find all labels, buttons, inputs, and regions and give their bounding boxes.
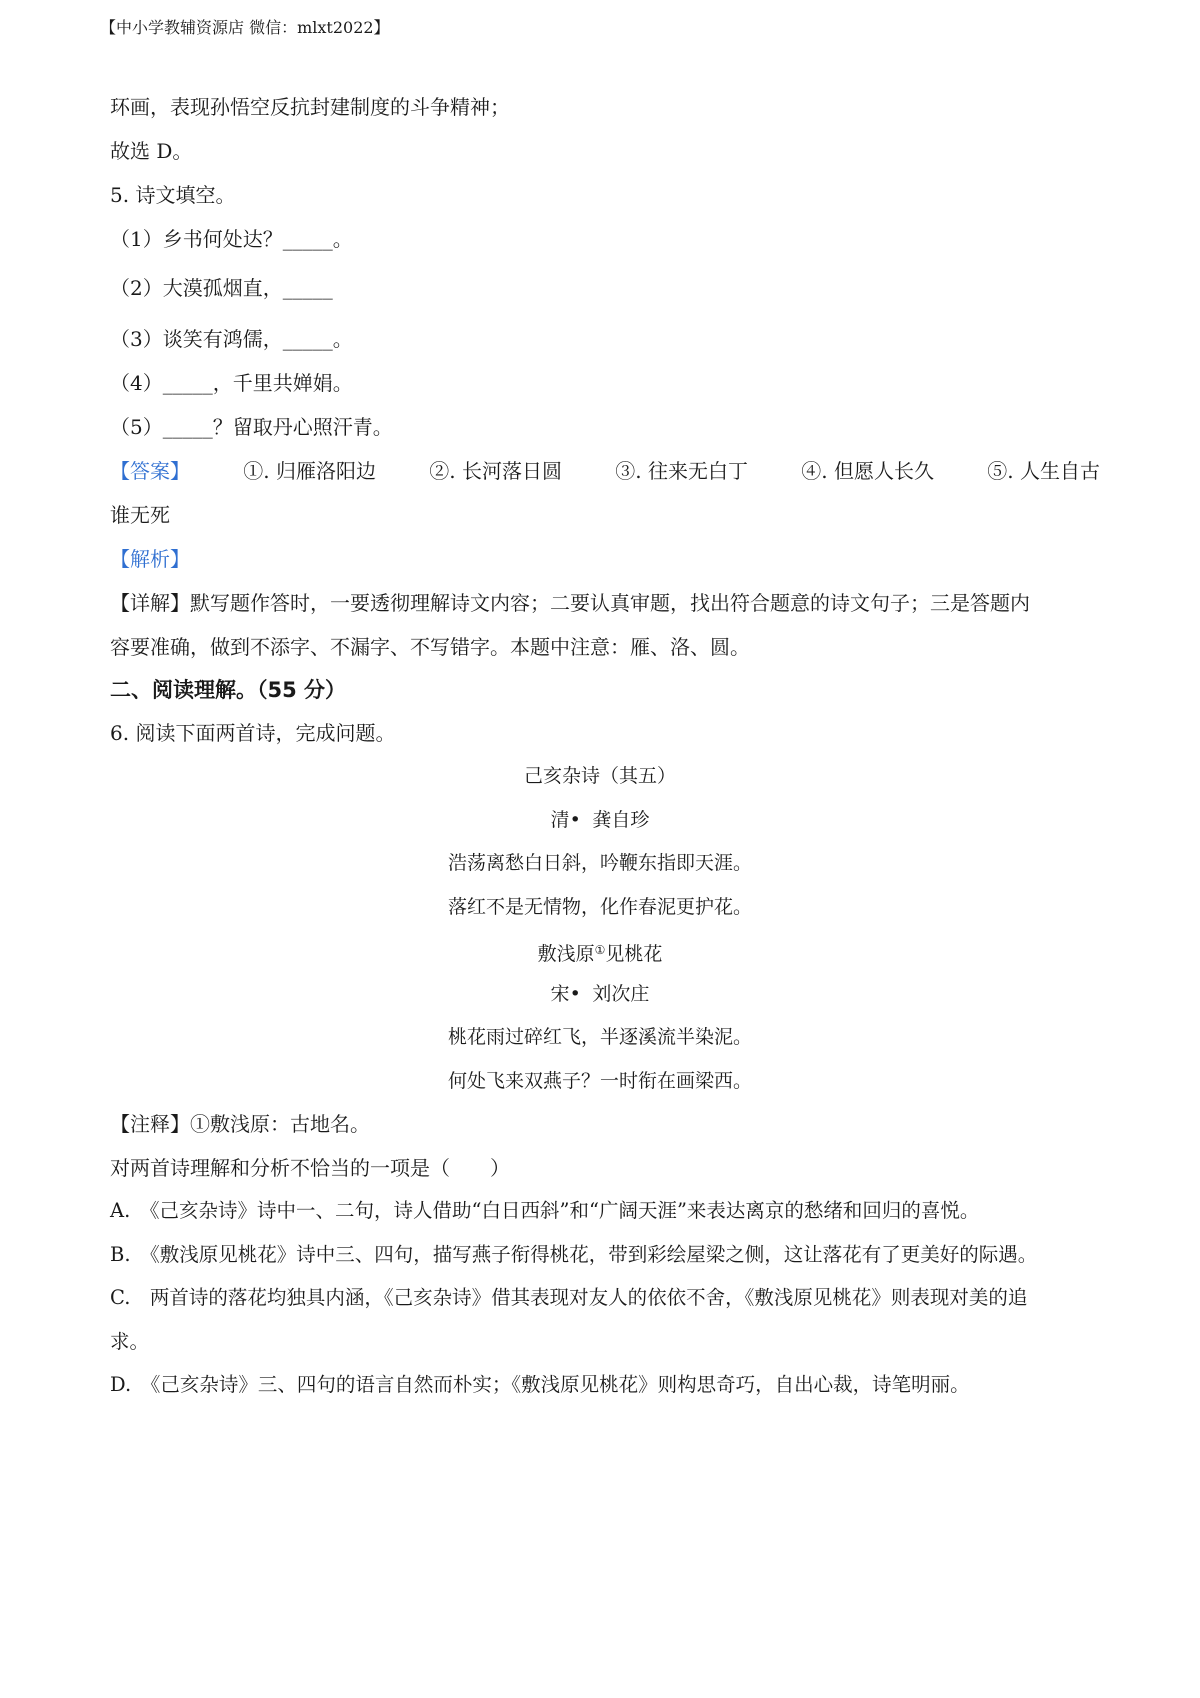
q5-item-3: （3）谈笑有鸿儒，_____。 <box>110 327 353 351</box>
watermark-header: 【中小学教辅资源店 微信：mlxt2022】 <box>100 18 390 37</box>
poem1-author: 清• 龚自珍 <box>550 809 650 831</box>
answer-5: ⑤. 人生自古 <box>987 459 1100 483</box>
poem2-note-marker: ① <box>594 943 606 957</box>
q6-note: 【注释】①敷浅原：古地名。 <box>110 1112 370 1136</box>
choice-c-line1: C. 两首诗的落花均独具内涵，《己亥杂诗》借其表现对友人的依依不舍，《敷浅原见桃花》则表现对美的追 <box>110 1286 1028 1309</box>
poem1-line-1: 浩荡离愁白日斜，吟鞭东指即天涯。 <box>447 852 752 874</box>
answer-1: ①. 归雁洛阳边 <box>243 459 376 483</box>
poem1-title: 己亥杂诗（其五） <box>523 765 676 787</box>
choice-a: A. 《己亥杂诗》诗中一、二句，诗人借助“白日西斜”和“广阔天涯”来表达离京的愁绪和回归的喜悦。 <box>110 1199 980 1222</box>
poem2-title <box>0 936 1200 968</box>
q6-question: 对两首诗理解和分析不恰当的一项是（ ） <box>110 1156 510 1180</box>
poem2-author: 宋• 刘次庄 <box>550 983 650 1005</box>
prev-answer-tail-line2: 故选 D。 <box>110 139 193 163</box>
poem2-line-2: 何处飞来双燕子？一时衔在画梁西。 <box>447 1070 752 1092</box>
q5-title: 5. 诗文填空。 <box>110 183 236 207</box>
section-title-reading: 二、阅读理解。（55 分） <box>110 678 347 702</box>
answer-2: ②. 长河落日圆 <box>429 459 562 483</box>
q5-item-5: （5）_____？留取丹心照汗青。 <box>110 415 393 439</box>
q5-item-2: （2）大漠孤烟直，_____ <box>110 276 333 300</box>
poem2-title-pre: 敷浅原 <box>537 943 595 965</box>
poem1-line-2: 落红不是无情物，化作春泥更护花。 <box>447 896 752 918</box>
poem2-title-post: 见桃花 <box>605 943 663 965</box>
answer-5-wrap: 谁无死 <box>110 503 170 527</box>
q5-item-1: （1）乡书何处达？_____。 <box>110 227 353 251</box>
prev-answer-tail-line1: 环画，表现孙悟空反抗封建制度的斗争精神； <box>110 95 510 119</box>
q5-answer-block <box>110 457 1100 485</box>
q6-intro: 6. 阅读下面两首诗，完成问题。 <box>110 721 396 745</box>
choice-d: D. 《己亥杂诗》三、四句的语言自然而朴实；《敷浅原见桃花》则构思奇巧，自出心裁，诗笔明丽。 <box>110 1373 970 1396</box>
analysis-tag: 【解析】 <box>110 547 190 571</box>
choice-c-line2: 求。 <box>110 1330 150 1353</box>
q5-answer-row <box>110 457 1100 485</box>
detail-line-2: 容要准确，做到不添字、不漏字、不写错字。本题中注意：雁、洛、圆。 <box>110 635 750 659</box>
answer-tag: 【答案】 <box>110 459 190 483</box>
poem2-line-1: 桃花雨过碎红飞，半逐溪流半染泥。 <box>447 1026 752 1048</box>
detail-line-1: 【详解】默写题作答时，一要透彻理解诗文内容；二要认真审题，找出符合题意的诗文句子；三是答题内 <box>110 591 1030 615</box>
choice-b: B. 《敷浅原见桃花》诗中三、四句，描写燕子衔得桃花，带到彩绘屋梁之侧，这让落花有了更美好的际遇。 <box>110 1243 1038 1266</box>
answer-3: ③. 往来无白丁 <box>615 459 748 483</box>
answer-4: ④. 但愿人长久 <box>801 459 934 483</box>
q5-item-4: （4）_____，千里共婵娟。 <box>110 371 353 395</box>
